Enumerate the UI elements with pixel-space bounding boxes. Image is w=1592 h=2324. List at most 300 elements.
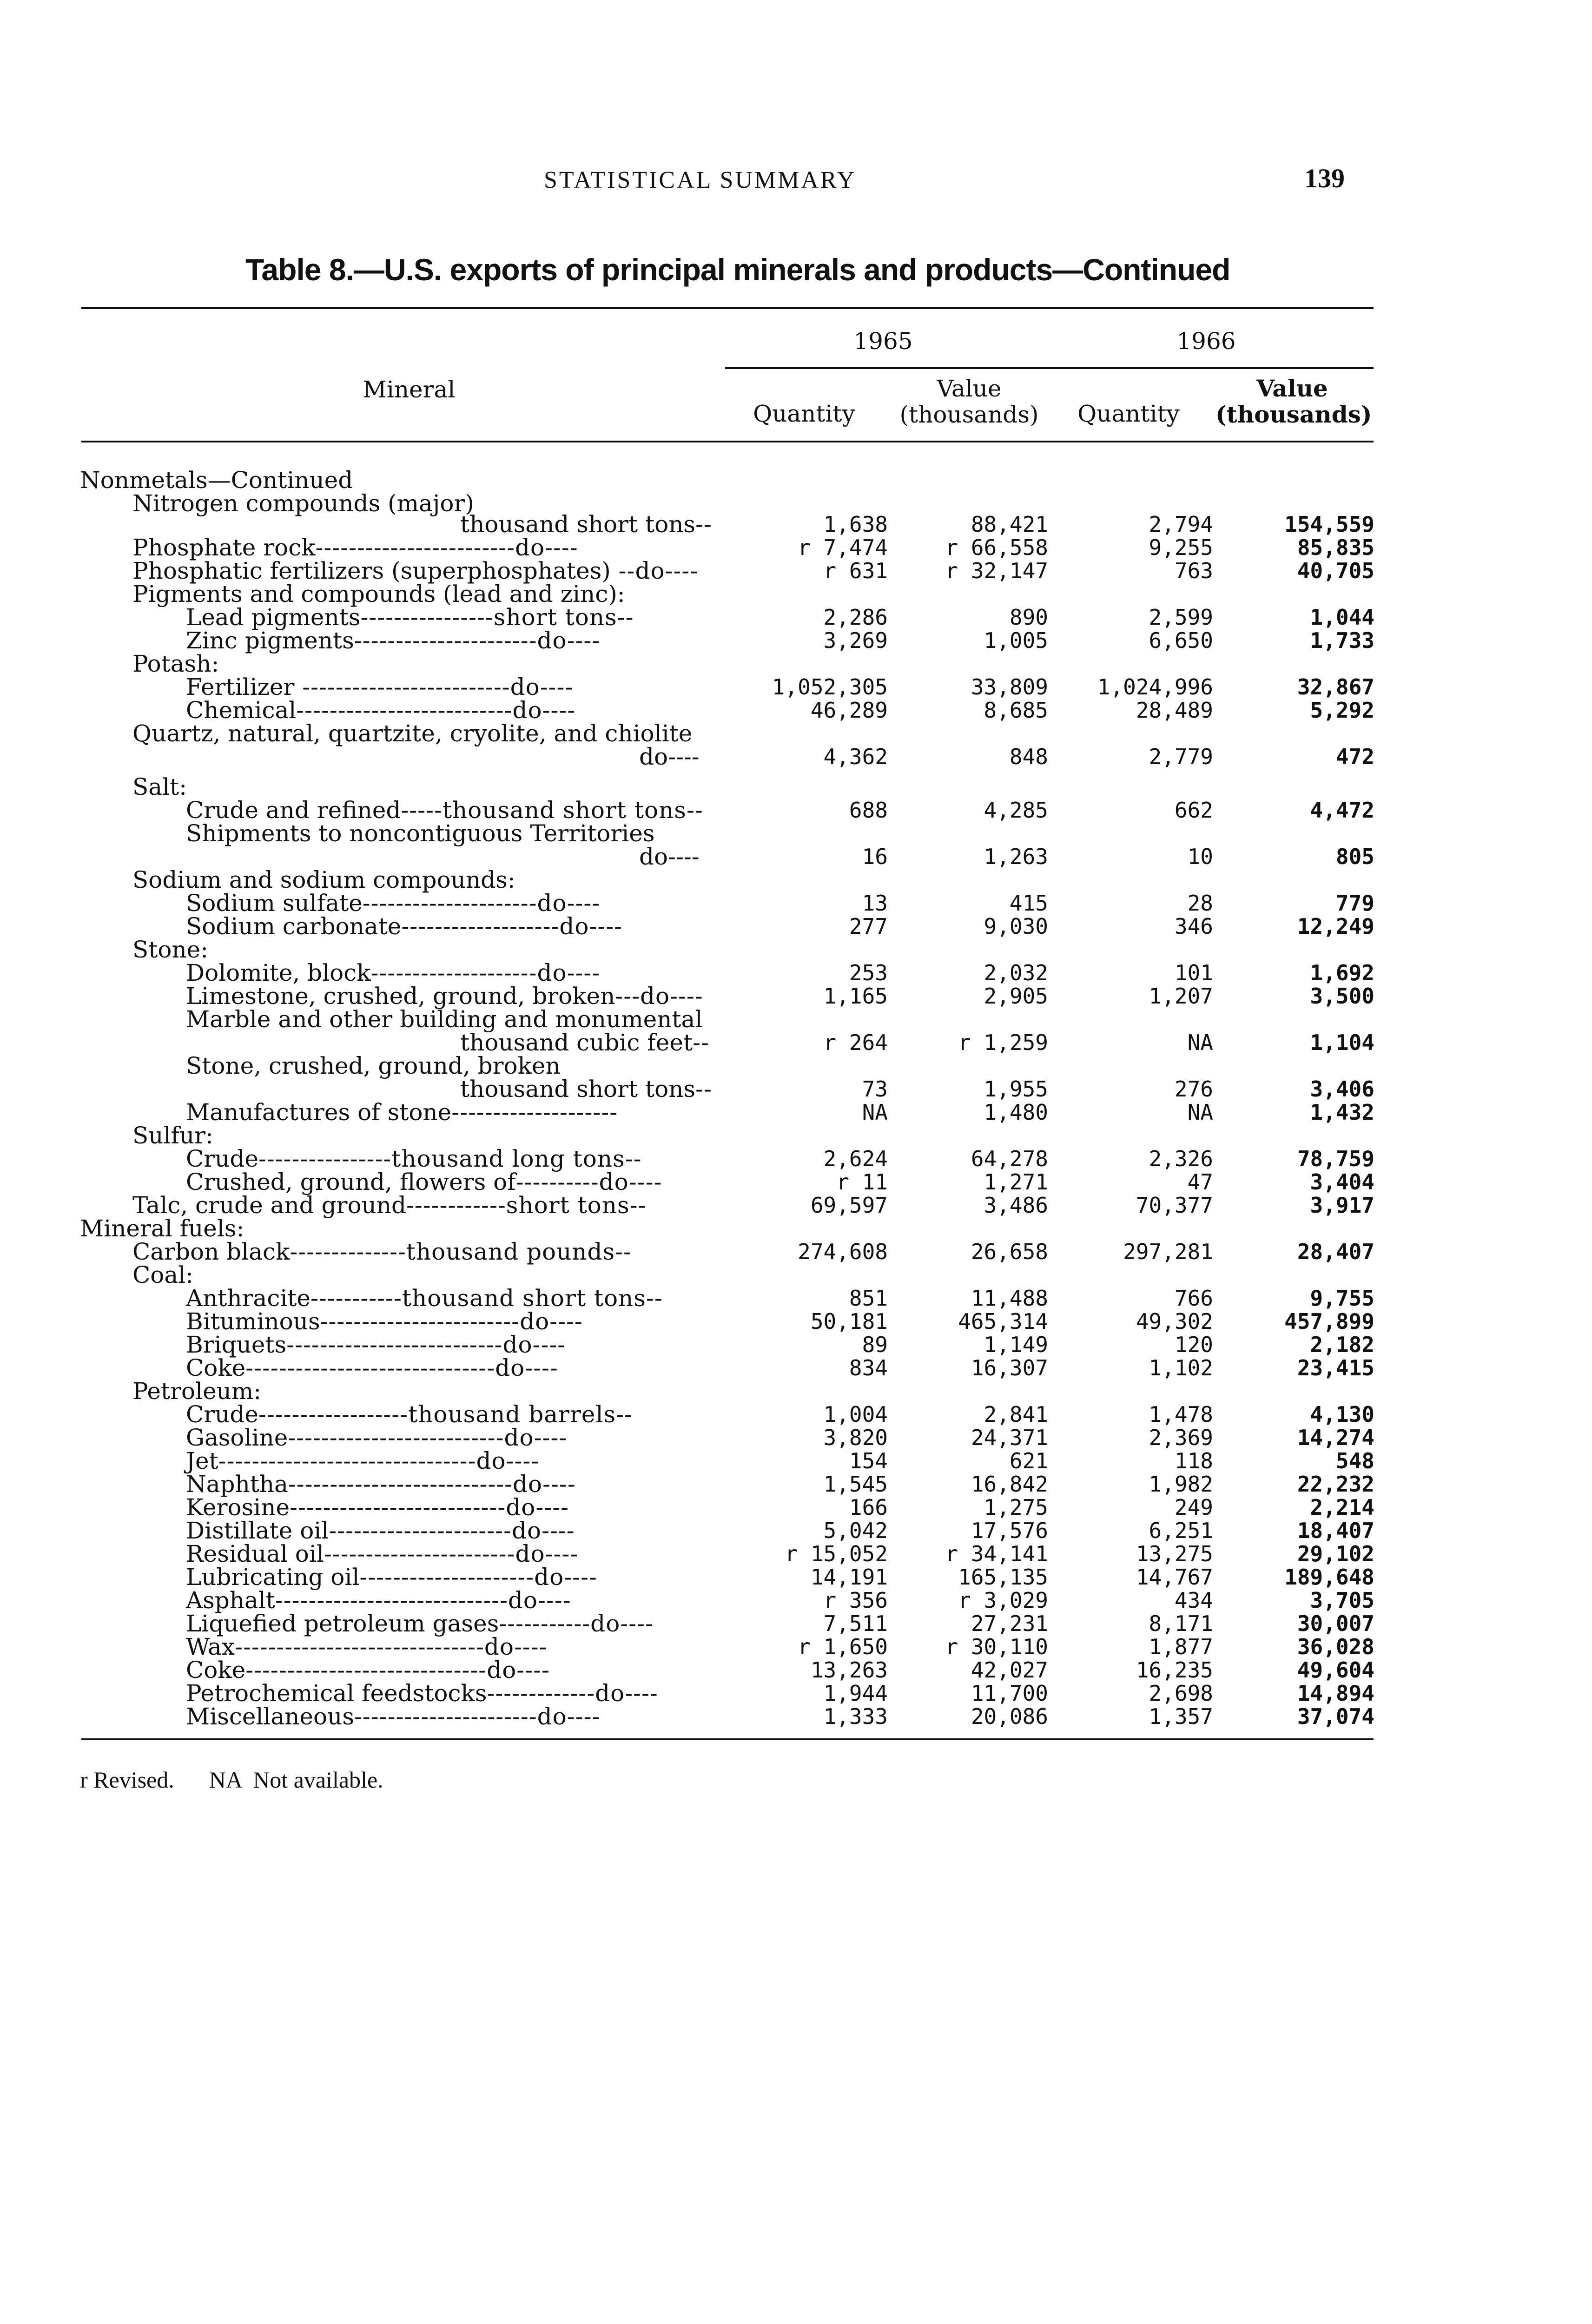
leader-dots: ----------------thousand long tons-- — [258, 1145, 642, 1172]
row-label — [132, 867, 515, 893]
row-label — [186, 913, 622, 939]
cell-quantity-1965: 2,624 — [823, 1146, 888, 1171]
leader-dots: ------------short tons-- — [406, 1192, 647, 1219]
cell-value-1965: r 34,141 — [945, 1541, 1048, 1566]
value-unit: (thousands) — [1215, 401, 1372, 428]
leader-dots: --------------------------do---- — [290, 1494, 569, 1521]
column-header-year-1965: 1965 — [853, 328, 913, 355]
leader-dots: ------------------thousand barrels-- — [258, 1401, 633, 1428]
leader-dots: -----------------------------do---- — [245, 1657, 550, 1684]
cell-quantity-1965: 69,597 — [810, 1193, 888, 1218]
leader-dots: ----------------------do---- — [329, 1517, 575, 1544]
row-label — [186, 1587, 571, 1613]
column-header-mineral: Mineral — [363, 376, 456, 403]
row-label-text: Crude and refined — [186, 797, 401, 824]
cell-value-1965: 3,486 — [984, 1193, 1048, 1218]
cell-value-1965: 1,263 — [984, 844, 1048, 869]
cell-quantity-1966: 70,377 — [1136, 1193, 1213, 1218]
row-label-text: Bituminous — [186, 1308, 320, 1335]
cell-value-1966: 14,894 — [1297, 1681, 1374, 1706]
leader-dots: ----------do---- — [515, 1169, 662, 1195]
cell-value-1966: 78,759 — [1297, 1146, 1374, 1171]
cell-quantity-1965: 46,289 — [810, 698, 888, 723]
cell-quantity-1966: 120 — [1174, 1332, 1213, 1357]
row-label-text: Gasoline — [186, 1424, 288, 1451]
cell-value-1966: 9,755 — [1310, 1286, 1374, 1311]
cell-quantity-1966: 28 — [1187, 891, 1213, 916]
row-label — [132, 1262, 193, 1288]
leader-dots: ------------------------------do---- — [235, 1633, 548, 1660]
row-label-text: Stone: — [132, 936, 209, 963]
cell-quantity-1966: 763 — [1174, 558, 1213, 583]
row-label — [186, 1657, 550, 1683]
row-label-text: Distillate oil — [186, 1517, 329, 1544]
cell-quantity-1965: 1,545 — [823, 1472, 888, 1497]
cell-value-1965: r 66,558 — [945, 535, 1048, 560]
cell-quantity-1966: 1,357 — [1149, 1704, 1213, 1729]
value-label: Value — [937, 375, 1002, 402]
row-label — [186, 797, 703, 823]
cell-quantity-1966: 766 — [1174, 1286, 1213, 1311]
leader-dots: -------------------do---- — [401, 913, 623, 940]
column-header-quantity-1966: Quantity — [1077, 400, 1180, 427]
cell-value-1966: 36,028 — [1297, 1634, 1374, 1659]
row-label-text: Petroleum: — [132, 1378, 262, 1405]
cell-value-1966: 1,432 — [1310, 1100, 1374, 1125]
row-label — [186, 960, 600, 986]
row-label-text: Salt: — [132, 773, 187, 800]
row-label — [186, 1006, 702, 1032]
cell-value-1966: 2,182 — [1310, 1332, 1374, 1357]
row-label-text: Coal: — [132, 1261, 194, 1288]
cell-quantity-1966: 1,877 — [1149, 1634, 1213, 1659]
cell-value-1965: 27,231 — [971, 1611, 1048, 1636]
cell-value-1966: 779 — [1335, 891, 1374, 916]
cell-quantity-1966: 118 — [1174, 1448, 1213, 1473]
leader-dots: -----------thousand short tons-- — [310, 1285, 663, 1312]
cell-value-1966: 2,214 — [1310, 1495, 1374, 1520]
cell-value-1965: r 3,029 — [958, 1588, 1048, 1613]
cell-value-1966: 28,407 — [1297, 1239, 1374, 1264]
row-label — [639, 744, 700, 770]
cell-quantity-1965: 5,042 — [823, 1518, 888, 1543]
row-label — [460, 1030, 709, 1056]
cell-value-1965: 1,480 — [984, 1100, 1048, 1125]
leader-dots: --------------------------do---- — [286, 1331, 566, 1358]
cell-value-1966: 32,867 — [1297, 674, 1374, 700]
cell-quantity-1966: 249 — [1174, 1495, 1213, 1520]
leader-dots: ---------------------do---- — [359, 1564, 597, 1591]
cell-value-1966: 37,074 — [1297, 1704, 1374, 1729]
cell-value-1965: 1,149 — [984, 1332, 1048, 1357]
row-label — [186, 1634, 548, 1660]
cell-quantity-1966: 2,369 — [1149, 1425, 1213, 1450]
row-label — [132, 774, 187, 800]
cell-value-1966: 18,407 — [1297, 1518, 1374, 1543]
cell-quantity-1966: 9,255 — [1149, 535, 1213, 560]
cell-quantity-1965: 1,333 — [823, 1704, 888, 1729]
leader-dots: -------------------- — [451, 1099, 618, 1126]
cell-value-1965: 1,955 — [984, 1076, 1048, 1102]
row-label-text: Phosphate rock — [132, 534, 316, 561]
cell-value-1965: 621 — [1009, 1448, 1048, 1473]
cell-value-1965: 8,685 — [984, 698, 1048, 723]
row-label — [132, 490, 474, 516]
row-label-text: Nonmetals—Continued — [80, 467, 353, 494]
row-label — [80, 1215, 244, 1241]
cell-value-1965: 16,307 — [971, 1355, 1048, 1380]
row-label — [186, 1541, 578, 1567]
cell-quantity-1966: 47 — [1187, 1169, 1213, 1195]
row-label-text: Pigments and compounds (lead and zinc): — [132, 581, 625, 607]
row-label — [132, 720, 692, 746]
cell-value-1965: 2,905 — [984, 984, 1048, 1009]
row-label-text: thousand short tons — [460, 511, 696, 538]
cell-quantity-1966: 297,281 — [1123, 1239, 1213, 1264]
page-number: 139 — [1304, 163, 1345, 193]
cell-value-1965: 17,576 — [971, 1518, 1048, 1543]
cell-value-1966: 805 — [1335, 844, 1374, 869]
cell-value-1965: 2,841 — [984, 1402, 1048, 1427]
column-header-quantity-1965: Quantity — [753, 400, 855, 427]
cell-quantity-1965: 1,638 — [823, 512, 888, 537]
cell-value-1966: 1,733 — [1310, 628, 1374, 653]
cell-quantity-1966: 28,489 — [1136, 698, 1213, 723]
cell-quantity-1966: 14,767 — [1136, 1565, 1213, 1590]
cell-value-1966: 30,007 — [1297, 1611, 1374, 1636]
row-label — [186, 1308, 583, 1334]
row-label — [132, 581, 625, 607]
leader-dots: ----------------------do---- — [354, 627, 601, 654]
cell-quantity-1966: 6,650 — [1149, 628, 1213, 653]
cell-value-1965: r 1,259 — [958, 1030, 1048, 1055]
row-label-text: Asphalt — [186, 1587, 275, 1614]
row-label-text: Naphtha — [186, 1471, 288, 1498]
row-label-text: Potash: — [132, 650, 219, 677]
row-label-text: Limestone, crushed, ground, broken — [186, 983, 615, 1010]
cell-quantity-1965: 834 — [849, 1355, 888, 1380]
row-label-text: Lead pigments — [186, 604, 361, 631]
leader-dots: ------------------------do---- — [315, 534, 578, 561]
cell-value-1966: 14,274 — [1297, 1425, 1374, 1450]
row-label — [186, 1169, 662, 1195]
row-label — [132, 651, 219, 677]
cell-quantity-1966: NA — [1187, 1100, 1213, 1125]
row-label — [186, 1703, 600, 1730]
cell-quantity-1965: 154 — [849, 1448, 888, 1473]
row-label-text: Crude — [186, 1401, 258, 1428]
cell-value-1966: 29,102 — [1297, 1541, 1374, 1566]
cell-quantity-1965: 1,944 — [823, 1681, 888, 1706]
running-head: STATISTICAL SUMMARY — [544, 167, 857, 193]
row-label-text: Chemical — [186, 697, 297, 724]
row-label — [186, 697, 575, 723]
cell-quantity-1966: 346 — [1174, 914, 1213, 939]
row-label-text: Sodium and sodium compounds: — [132, 866, 515, 893]
cell-quantity-1965: r 264 — [823, 1030, 888, 1055]
value-unit: (thousands) — [899, 401, 1039, 428]
cell-value-1966: 457,899 — [1284, 1309, 1374, 1334]
row-label — [186, 604, 634, 630]
leader-dots: ---------------------------do---- — [288, 1471, 576, 1498]
cell-quantity-1965: 13 — [862, 891, 888, 916]
row-label — [186, 890, 600, 916]
cell-value-1966: 1,044 — [1310, 605, 1374, 630]
leader-dots: --do---- — [610, 557, 699, 584]
cell-value-1966: 189,648 — [1284, 1565, 1374, 1590]
cell-quantity-1966: 662 — [1174, 798, 1213, 823]
cell-value-1966: 3,917 — [1310, 1193, 1374, 1218]
cell-value-1965: 64,278 — [971, 1146, 1048, 1171]
cell-quantity-1966: 1,478 — [1149, 1402, 1213, 1427]
row-label-text: thousand short tons — [460, 1076, 696, 1103]
cell-value-1965: r 30,110 — [945, 1634, 1048, 1659]
row-label — [132, 937, 208, 963]
row-label-text: Kerosine — [186, 1494, 290, 1521]
cell-quantity-1965: 851 — [849, 1286, 888, 1311]
row-label-text: Coke — [186, 1354, 246, 1381]
row-label-text: Zinc pigments — [186, 627, 354, 654]
row-label — [186, 1425, 567, 1451]
row-label-text: Nitrogen compounds (major) — [132, 490, 474, 517]
row-label — [186, 1053, 561, 1079]
cell-value-1966: 49,604 — [1297, 1657, 1374, 1683]
leader-dots: ------------------------do---- — [320, 1308, 583, 1335]
cell-quantity-1966: 1,982 — [1149, 1472, 1213, 1497]
row-label-text: Fertilizer — [186, 673, 295, 700]
row-label-text: do---- — [639, 843, 700, 870]
row-label-text: Sodium carbonate — [186, 913, 402, 940]
cell-value-1965: 415 — [1009, 891, 1048, 916]
row-label-text: Carbon black — [132, 1238, 290, 1265]
cell-value-1966: 22,232 — [1297, 1472, 1374, 1497]
cell-value-1965: 465,314 — [958, 1309, 1048, 1334]
cell-value-1965: 1,271 — [984, 1169, 1048, 1195]
cell-value-1965: 11,488 — [971, 1286, 1048, 1311]
cell-value-1965: r 32,147 — [945, 558, 1048, 583]
cell-quantity-1965: 4,362 — [823, 744, 888, 769]
leader-dots: -- — [695, 1076, 712, 1103]
cell-quantity-1965: 73 — [862, 1076, 888, 1102]
row-label — [460, 1076, 712, 1102]
row-label — [460, 511, 712, 537]
row-label-text: Mineral fuels: — [80, 1215, 244, 1242]
cell-value-1966: 3,705 — [1310, 1588, 1374, 1613]
cell-quantity-1966: 16,235 — [1136, 1657, 1213, 1683]
row-label — [80, 467, 353, 493]
cell-quantity-1966: 2,599 — [1149, 605, 1213, 630]
cell-quantity-1965: 166 — [849, 1495, 888, 1520]
cell-quantity-1965: 13,263 — [810, 1657, 888, 1683]
row-label — [186, 983, 703, 1009]
row-label — [186, 820, 655, 846]
row-label-text: Marble and other building and monumental — [186, 1006, 703, 1033]
cell-value-1965: 1,275 — [984, 1495, 1048, 1520]
cell-quantity-1966: 2,326 — [1149, 1146, 1213, 1171]
cell-quantity-1966: 1,102 — [1149, 1355, 1213, 1380]
row-label-text: Sulfur: — [132, 1122, 213, 1149]
cell-quantity-1966: 13,275 — [1136, 1541, 1213, 1566]
leader-dots: ----------------------do---- — [354, 1703, 601, 1730]
cell-quantity-1965: 688 — [849, 798, 888, 823]
cell-quantity-1966: 1,024,996 — [1097, 674, 1213, 700]
row-label — [186, 1099, 618, 1125]
cell-quantity-1965: 7,511 — [823, 1611, 888, 1636]
cell-quantity-1965: r 356 — [823, 1588, 888, 1613]
cell-value-1965: 26,658 — [971, 1239, 1048, 1264]
row-label — [132, 558, 698, 584]
cell-quantity-1966: 49,302 — [1136, 1309, 1213, 1334]
cell-quantity-1966: 101 — [1174, 960, 1213, 985]
cell-value-1965: 88,421 — [971, 512, 1048, 537]
cell-quantity-1966: NA — [1187, 1030, 1213, 1055]
cell-quantity-1965: 16 — [862, 844, 888, 869]
leader-dots: -------------do---- — [487, 1680, 658, 1707]
row-label — [186, 1564, 597, 1590]
cell-value-1965: 33,809 — [971, 674, 1048, 700]
leader-dots: --------------------do---- — [370, 959, 601, 986]
cell-quantity-1965: r 631 — [823, 558, 888, 583]
cell-value-1966: 85,835 — [1297, 535, 1374, 560]
cell-quantity-1966: 2,779 — [1149, 744, 1213, 769]
leader-dots: -----------do---- — [499, 1610, 654, 1637]
cell-value-1966: 3,406 — [1310, 1076, 1374, 1102]
row-label — [186, 1355, 558, 1381]
cell-value-1966: 12,249 — [1297, 914, 1374, 939]
cell-value-1966: 1,104 — [1310, 1030, 1374, 1055]
cell-quantity-1966: 276 — [1174, 1076, 1213, 1102]
table-bottom-rule — [81, 1738, 1374, 1740]
cell-quantity-1965: r 1,650 — [798, 1634, 888, 1659]
row-label-text: Coke — [186, 1657, 246, 1684]
cell-quantity-1965: 1,165 — [823, 984, 888, 1009]
cell-value-1966: 472 — [1335, 744, 1374, 769]
cell-quantity-1966: 2,698 — [1149, 1681, 1213, 1706]
cell-quantity-1965: 89 — [862, 1332, 888, 1357]
row-label-text: Quartz, natural, quartzite, cryolite, and chiolite — [132, 720, 693, 747]
cell-quantity-1965: 253 — [849, 960, 888, 985]
cell-value-1966: 154,559 — [1284, 512, 1374, 537]
cell-value-1965: 9,030 — [984, 914, 1048, 939]
row-label — [132, 1239, 632, 1265]
row-label-text: Briquets — [186, 1331, 287, 1358]
row-label — [186, 1448, 539, 1474]
cell-value-1966: 4,472 — [1310, 798, 1374, 823]
cell-value-1965: 16,842 — [971, 1472, 1048, 1497]
cell-quantity-1965: 3,269 — [823, 628, 888, 653]
row-label — [132, 1378, 261, 1404]
leader-dots: --------------------------do---- — [296, 697, 576, 724]
cell-value-1966: 3,404 — [1310, 1169, 1374, 1195]
cell-value-1965: 4,285 — [984, 798, 1048, 823]
cell-quantity-1966: 6,251 — [1149, 1518, 1213, 1543]
row-label — [186, 1494, 569, 1520]
cell-value-1965: 20,086 — [971, 1704, 1048, 1729]
row-label — [186, 674, 573, 700]
row-label-text: Wax — [186, 1633, 235, 1660]
row-label — [186, 627, 600, 654]
row-label-text: Sodium sulfate — [186, 890, 363, 917]
cell-quantity-1965: 277 — [849, 914, 888, 939]
cell-quantity-1965: 274,608 — [798, 1239, 888, 1264]
cell-quantity-1966: 2,794 — [1149, 512, 1213, 537]
row-label — [186, 1518, 575, 1544]
cell-value-1966: 5,292 — [1310, 698, 1374, 723]
row-label-text: do---- — [639, 743, 700, 770]
row-label — [132, 1122, 213, 1149]
leader-dots: -- — [693, 1029, 709, 1056]
cell-value-1965: 848 — [1009, 744, 1048, 769]
cell-quantity-1966: 10 — [1187, 844, 1213, 869]
leader-dots: -------------------------------do---- — [218, 1447, 540, 1474]
row-label-text: Phosphatic fertilizers (superphosphates) — [132, 557, 611, 584]
cell-quantity-1965: r 15,052 — [785, 1541, 888, 1566]
row-label — [639, 844, 700, 870]
row-label-text: Residual oil — [186, 1540, 324, 1567]
footnote: r Revised. NA Not available. — [80, 1767, 383, 1793]
cell-value-1966: 3,500 — [1310, 984, 1374, 1009]
leader-dots: ---do---- — [615, 983, 703, 1010]
cell-quantity-1966: 1,207 — [1149, 984, 1213, 1009]
row-label-text: Crushed, ground, flowers of — [186, 1169, 516, 1195]
row-label — [186, 1285, 663, 1311]
table-title: Table 8.—U.S. exports of principal minerals and products—Continued — [245, 252, 1230, 287]
row-label-text: Talc, crude and ground — [132, 1192, 406, 1219]
row-label — [186, 1332, 566, 1358]
cell-quantity-1965: r 7,474 — [798, 535, 888, 560]
row-label-text: Petrochemical feedstocks — [186, 1680, 487, 1707]
row-label — [186, 1401, 633, 1427]
row-label — [132, 1192, 646, 1218]
cell-quantity-1966: 8,171 — [1149, 1611, 1213, 1636]
cell-value-1966: 548 — [1335, 1448, 1374, 1473]
leader-dots: --------------------------do---- — [288, 1424, 568, 1451]
row-label-text: Dolomite, block — [186, 959, 371, 986]
cell-value-1965: 11,700 — [971, 1681, 1048, 1706]
row-label — [186, 1611, 654, 1637]
cell-quantity-1965: 1,052,305 — [772, 674, 888, 700]
cell-value-1965: 165,135 — [958, 1565, 1048, 1590]
cell-value-1965: 24,371 — [971, 1425, 1048, 1450]
row-label-text: Miscellaneous — [186, 1703, 354, 1730]
cell-quantity-1965: 14,191 — [810, 1565, 888, 1590]
row-label — [186, 1146, 642, 1172]
cell-quantity-1965: 3,820 — [823, 1425, 888, 1450]
leader-dots: --------------thousand pounds-- — [290, 1238, 632, 1265]
leader-dots: -----thousand short tons-- — [401, 797, 703, 824]
column-header-year-1966: 1966 — [1176, 328, 1236, 355]
cell-value-1966: 1,692 — [1310, 960, 1374, 985]
leader-dots: ----------------short tons-- — [360, 604, 634, 631]
cell-quantity-1966: 434 — [1174, 1588, 1213, 1613]
cell-quantity-1965: 2,286 — [823, 605, 888, 630]
cell-value-1965: 42,027 — [971, 1657, 1048, 1683]
cell-value-1966: 40,705 — [1297, 558, 1374, 583]
cell-quantity-1965: r 11 — [836, 1169, 888, 1195]
row-label — [132, 535, 578, 561]
row-label-text: Anthracite — [186, 1285, 310, 1312]
cell-quantity-1965: NA — [862, 1100, 888, 1125]
cell-quantity-1965: 50,181 — [810, 1309, 888, 1334]
cell-value-1965: 890 — [1009, 605, 1048, 630]
row-label-text: Shipments to noncontiguous Territories — [186, 820, 655, 847]
cell-value-1965: 1,005 — [984, 628, 1048, 653]
leader-dots: ----------------------------do---- — [275, 1587, 571, 1614]
row-label-text: Crude — [186, 1145, 258, 1172]
row-label-text: thousand cubic feet — [460, 1029, 693, 1056]
row-label-text: Liquefied petroleum gases — [186, 1610, 499, 1637]
leader-dots: -- — [695, 511, 712, 538]
